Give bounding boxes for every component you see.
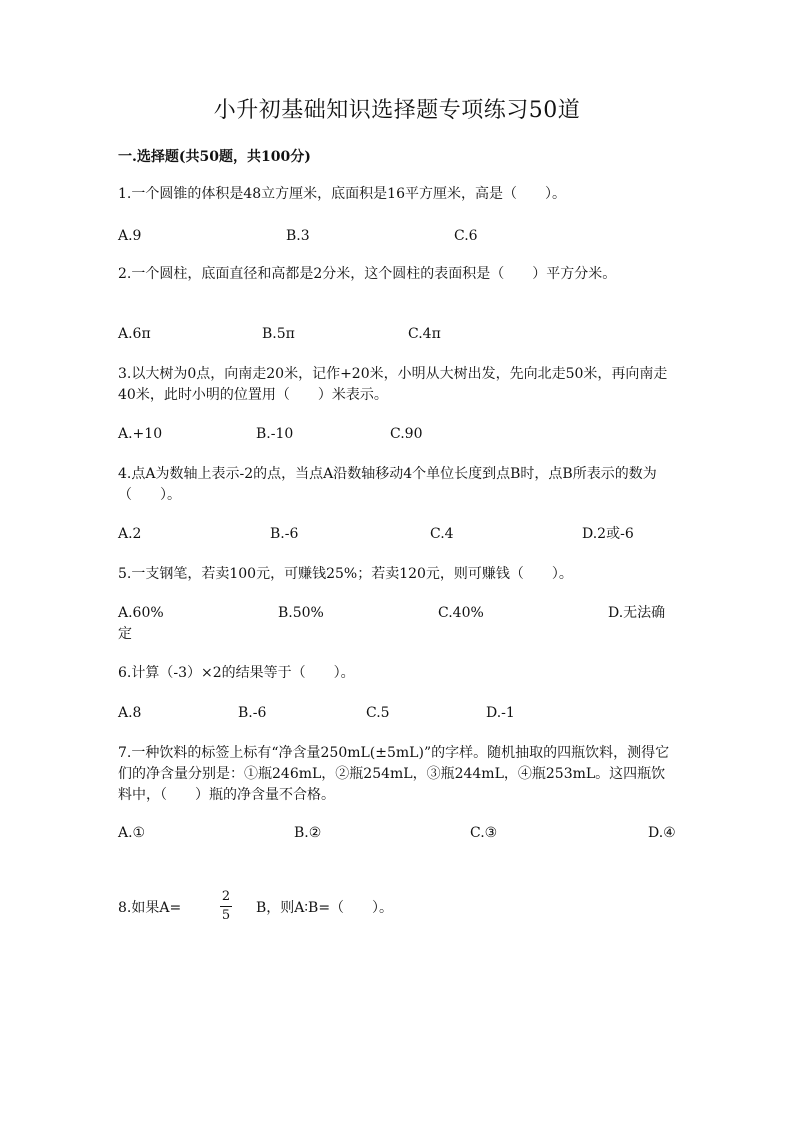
question-2-stem: 2.一个圆柱，底面直径和高都是2分米，这个圆柱的表面积是（ ）平方分米。 [118, 266, 617, 282]
option-c[interactable]: C.4 [430, 526, 454, 542]
question-3-options [118, 424, 678, 446]
option-c[interactable]: C.5 [366, 705, 390, 721]
option-a[interactable]: A.60% [118, 605, 164, 621]
option-c[interactable]: C.40% [438, 605, 484, 621]
option-d[interactable]: D.2或-6 [582, 526, 634, 542]
fraction-denominator: 5 [221, 908, 231, 923]
option-a[interactable]: A.① [118, 825, 146, 841]
page-title: 小升初基础知识选择题专项练习50道 [213, 98, 581, 123]
fraction-bar [220, 906, 232, 907]
option-a[interactable]: A.+10 [118, 426, 163, 442]
question-8-stem [118, 889, 678, 928]
option-b[interactable]: B.-10 [256, 426, 294, 442]
question-5-stem: 5.一支钢笔，若卖100元，可赚钱25%；若卖120元，则可赚钱（ ）。 [118, 566, 573, 582]
option-d[interactable]: D.④ [648, 825, 676, 841]
option-c[interactable]: C.6 [454, 228, 478, 244]
option-c[interactable]: C.90 [390, 426, 423, 442]
question-2-options [118, 324, 678, 346]
question-3-stem: 3.以大树为0点，向南走20米，记作+20米，小明从大树出发，先向北走50米，再向南走40米，此时小明的位置用（ ）米表示。 [118, 366, 668, 403]
option-a[interactable]: A.6π [118, 326, 151, 342]
option-b[interactable]: B.-6 [238, 705, 267, 721]
question-8-prefix: 8.如果A= [118, 900, 182, 916]
question-4-options [118, 524, 678, 546]
question-6-stem: 6.计算（-3）×2的结果等于（ ）。 [118, 665, 355, 681]
option-b[interactable]: B.3 [286, 228, 310, 244]
question-7-options [118, 823, 678, 867]
option-c[interactable]: C.4π [408, 326, 441, 342]
option-b[interactable]: B.-6 [270, 526, 299, 542]
question-4-stem: 4.点A为数轴上表示-2的点，当点A沿数轴移动4个单位长度到点B时，点B所表示的数为（ ）。 [118, 466, 657, 503]
option-a[interactable]: A.9 [118, 228, 142, 244]
question-1-stem: 1.一个圆锥的体积是48立方厘米，底面积是16平方厘米，高是（ ）。 [118, 186, 566, 202]
fraction [218, 890, 234, 923]
question-7-stem: 7.一种饮料的标签上标有“净含量250mL(±5mL)”的字样。随机抽取的四瓶饮料，测得它们的净含量分别是：①瓶246mL，②瓶254mL，③瓶244mL，④瓶253mL。这四瓶饮料中，（ ）瓶的净含量不合格。 [118, 745, 670, 803]
question-1-options [118, 226, 678, 248]
fraction-numerator: 2 [221, 889, 231, 904]
option-b[interactable]: B.50% [278, 605, 324, 621]
option-b[interactable]: B.5π [262, 326, 295, 342]
question-8-suffix: B，则A∶B=（ ）。 [256, 900, 394, 916]
option-a[interactable]: A.8 [118, 705, 142, 721]
question-5-options [118, 603, 678, 647]
option-a[interactable]: A.2 [118, 526, 142, 542]
question-6-options [118, 703, 678, 725]
option-d[interactable]: D.-1 [486, 705, 515, 721]
option-b[interactable]: B.② [294, 825, 322, 841]
option-c[interactable]: C.③ [470, 825, 498, 841]
option-d[interactable]: D.无法确定 [118, 605, 666, 642]
section-heading: 一.选择题(共50题，共100分) [118, 149, 311, 165]
